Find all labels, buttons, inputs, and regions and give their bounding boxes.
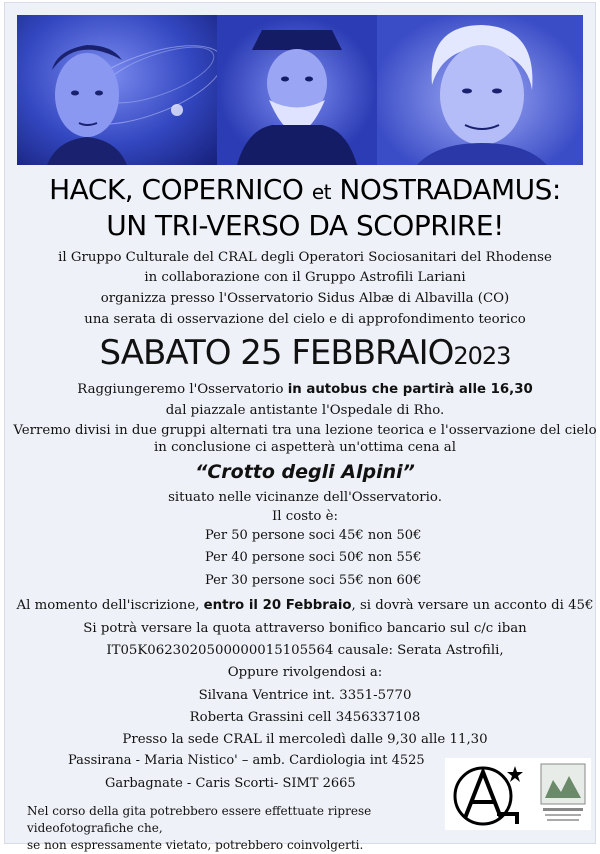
- headline-nostradamus: NOSTRADAMUS:: [331, 173, 561, 206]
- portrait-banner: [17, 15, 583, 165]
- event-date-year: 2023: [453, 342, 511, 370]
- intro-line-3: organizza presso l'Osservatorio Sidus Albæ di Albavilla (CO): [100, 291, 510, 306]
- headline-line-2: UN TRI-VERSO DA SCOPRIRE!: [106, 209, 504, 242]
- event-date-day: SABATO 25 FEBBRAIO: [99, 333, 454, 373]
- intro-line-4: una serata di osservazione del cielo e di approfondimento teorico: [84, 312, 526, 327]
- logos-area: [445, 758, 591, 830]
- intro-line-2: in collaborazione con il Gruppo Astrofili Lariani: [144, 270, 466, 285]
- headline-line-1: [5, 173, 600, 206]
- travel-line-2: dal piazzale antistante l'Ospedale di Rho.: [165, 403, 445, 418]
- intro-line-1: il Gruppo Culturale del CRAL degli Operatori Sociosanitari del Rhodense: [58, 250, 552, 265]
- footnote-line-1: Nel corso della gita potrebbero essere effettuate riprese videofotografiche che,: [27, 804, 372, 835]
- travel-line-3: Verremo divisi in due gruppi alternati tra una lezione teorica e l'osservazione del cielo: [13, 423, 597, 438]
- deposit-deadline: entro il 20 Febbraio: [203, 598, 352, 613]
- nostradamus-portrait: [217, 15, 377, 165]
- price-row: Per 50 persone soci 45€ non 50€: [205, 528, 422, 543]
- cost-label: Il costo è:: [272, 509, 338, 524]
- payment-line-3: Oppure rivolgendosi a:: [227, 665, 383, 680]
- cral-office-hours: Presso la sede CRAL il mercoledì dalle 9,30 alle 11,30: [122, 732, 488, 747]
- event-date: [5, 333, 600, 373]
- deposit-text: Al momento dell'iscrizione,: [16, 598, 204, 613]
- footnote-line-2: se non espressamente vietato, potrebbero coinvolgerti.: [27, 838, 364, 852]
- price-row: Per 30 persone soci 55€ non 60€: [205, 573, 422, 588]
- flyer-page: [4, 2, 597, 852]
- hack-portrait: [377, 15, 583, 165]
- travel-text: Raggiungeremo l'Osservatorio: [77, 382, 288, 397]
- restaurant-name: “Crotto degli Alpini”: [195, 461, 415, 483]
- contact-garbagnate: Garbagnate - Caris Scorti- SIMT 2665: [105, 776, 356, 791]
- payment-line-1: Si potrà versare la quota attraverso bonifico bancario sul c/c iban: [83, 621, 527, 636]
- headline-et: et: [311, 180, 332, 204]
- travel-line-1: [5, 381, 600, 398]
- deposit-line: [5, 597, 600, 614]
- price-row: Per 40 persone soci 50€ non 55€: [205, 550, 422, 565]
- iban-line: IT05K0623020500000015105564 causale: Serata Astrofili,: [106, 643, 504, 658]
- headline-names: HACK, COPERNICO: [49, 173, 312, 206]
- travel-line-4: in conclusione ci aspetterà un'ottima cena al: [154, 440, 456, 455]
- contact-roberta: Roberta Grassini cell 3456337108: [189, 710, 421, 725]
- cral-logo-icon: [445, 758, 591, 830]
- deposit-amount: , si dovrà versare un acconto di 45€: [351, 598, 594, 613]
- contact-passirana: Passirana - Maria Nistico' – amb. Cardiologia int 4525: [68, 753, 425, 768]
- contact-silvana: Silvana Ventrice int. 3351-5770: [198, 688, 412, 703]
- restaurant-note: situato nelle vicinanze dell'Osservatorio.: [168, 490, 442, 505]
- bus-departure: in autobus che partirà alle 16,30: [287, 382, 533, 397]
- footnote: [27, 803, 447, 854]
- copernicus-portrait: [17, 15, 217, 165]
